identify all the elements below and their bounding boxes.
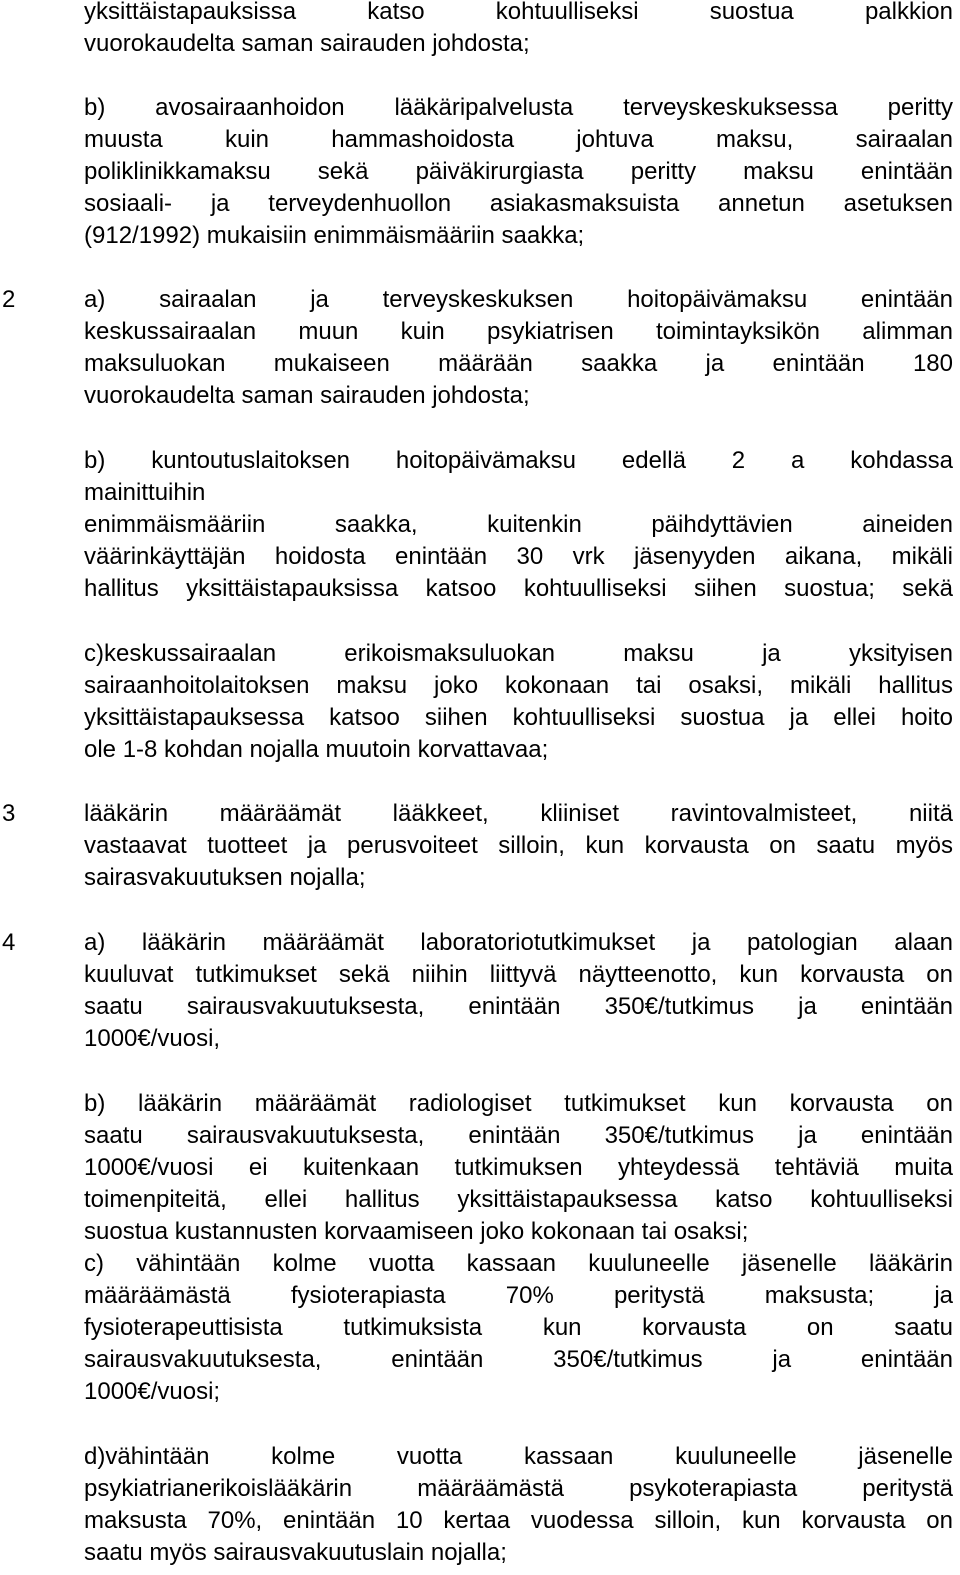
text-line: toimenpiteitä, ellei hallitus yksittäistapauksessa katso kohtuulliseksi (84, 1186, 953, 1213)
text-line: sosiaali- ja terveydenhuollon asiakasmaksuista annetun asetuksen (84, 190, 953, 217)
text-line: maksusta 70%, enintään 10 kertaa vuodessa silloin, kun korvausta on (84, 1507, 953, 1534)
text-line: sairasvakuutuksen nojalla; (84, 864, 366, 891)
text-line: b) lääkärin määräämät radiologiset tutkimukset kun korvausta on (84, 1090, 953, 1117)
text-line: vuorokaudelta saman sairauden johdosta; (84, 382, 530, 409)
text-line: 1000€/vuosi ei kuitenkaan tutkimuksen yhteydessä tehtäviä muita (84, 1154, 953, 1181)
text-line: saatu sairausvakuutuksesta, enintään 350€/tutkimus ja enintään (84, 993, 953, 1020)
text-line: yksittäistapauksessa katsoo siihen kohtuulliseksi suostua ja ellei hoito (84, 704, 953, 731)
text-line: (912/1992) mukaisiin enimmäismääriin saakka; (84, 222, 585, 249)
item-number: 2 (2, 286, 16, 313)
text-line: ole 1-8 kohdan nojalla muutoin korvattavaa; (84, 736, 549, 763)
text-line: c)keskussairaalan erikoismaksuluokan maksu ja yksityisen (84, 640, 953, 667)
text-line: fysioterapeuttisista tutkimuksista kun korvausta on saatu (84, 1314, 953, 1341)
text-line: suostua kustannusten korvaamiseen joko kokonaan tai osaksi; (84, 1218, 749, 1245)
text-line: enimmäismääriin saakka, kuitenkin päihdyttävien aineiden (84, 511, 953, 538)
text-line: saatu myös sairausvakuutuslain nojalla; (84, 1539, 507, 1566)
text-line: vuorokaudelta saman sairauden johdosta; (84, 30, 530, 57)
text-line: yksittäistapauksissa katso kohtuulliseksi suostua palkkion (84, 0, 953, 25)
text-line: määräämästä fysioterapiasta 70% peritystä maksusta; ja (84, 1282, 953, 1309)
text-line: c) vähintään kolme vuotta kassaan kuuluneelle jäsenelle lääkärin (84, 1250, 953, 1277)
text-line: väärinkäyttäjän hoidosta enintään 30 vrk jäsenyyden aikana, mikäli (84, 543, 953, 570)
text-line: b) kuntoutuslaitoksen hoitopäivämaksu edellä 2 a kohdassa (84, 447, 953, 474)
text-line: vastaavat tuotteet ja perusvoiteet silloin, kun korvausta on saatu myös (84, 832, 953, 859)
text-line: poliklinikkamaksu sekä päiväkirurgiasta peritty maksu enintään (84, 158, 953, 185)
text-line: 1000€/vuosi, (84, 1025, 221, 1052)
item-number: 4 (2, 929, 16, 956)
text-line: b) avosairaanhoidon lääkäripalvelusta terveyskeskuksessa peritty (84, 94, 953, 121)
text-line: lääkärin määräämät lääkkeet, kliiniset ravintovalmisteet, niitä (84, 800, 953, 827)
text-line: mainittuihin (84, 479, 206, 506)
text-line: 1000€/vuosi; (84, 1378, 221, 1405)
text-line: psykiatrianerikoislääkärin määräämästä psykoterapiasta peritystä (84, 1475, 953, 1502)
text-line: d)vähintään kolme vuotta kassaan kuuluneelle jäsenelle (84, 1443, 953, 1470)
text-line: keskussairaalan muun kuin psykiatrisen toimintayksikön alimman (84, 318, 953, 345)
text-line: sairausvakuutuksesta, enintään 350€/tutkimus ja enintään (84, 1346, 953, 1373)
text-line: kuuluvat tutkimukset sekä niihin liittyvä näytteenotto, kun korvausta on (84, 961, 953, 988)
text-line: hallitus yksittäistapauksissa katsoo kohtuulliseksi siihen suostua; sekä (84, 575, 953, 602)
text-line: maksuluokan mukaiseen määrään saakka ja enintään 180 (84, 350, 953, 377)
text-line: sairaanhoitolaitoksen maksu joko kokonaan tai osaksi, mikäli hallitus (84, 672, 953, 699)
text-line: saatu sairausvakuutuksesta, enintään 350€/tutkimus ja enintään (84, 1122, 953, 1149)
item-number: 3 (2, 800, 16, 827)
text-line: muusta kuin hammashoidosta johtuva maksu, sairaalan (84, 126, 953, 153)
text-line: a) sairaalan ja terveyskeskuksen hoitopäivämaksu enintään (84, 286, 953, 313)
text-line: a) lääkärin määräämät laboratoriotutkimukset ja patologian alaan (84, 929, 953, 956)
